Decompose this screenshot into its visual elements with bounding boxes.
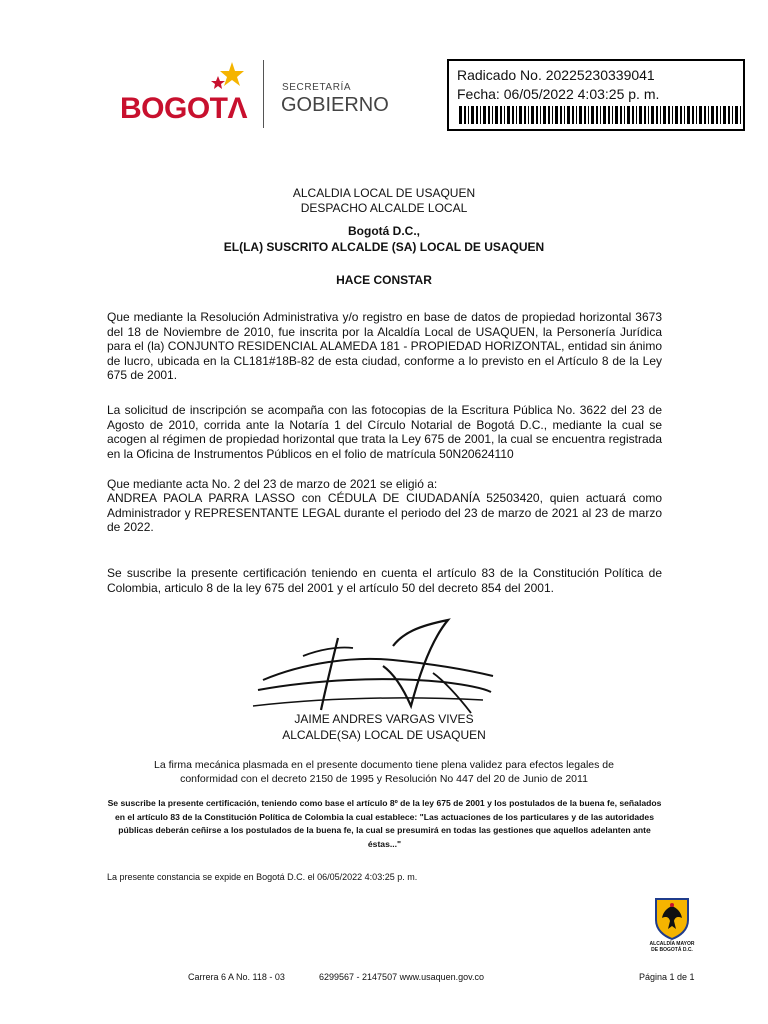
paragraph-solicitud: La solicitud de inscripción se acompaña con las fotocopias de la Escritura Pública No. 3622 del 23 de Agosto de 2010, corrida ante la Notaría 1 del Círculo Notarial de Bogotá D.C., mediante la cual se acogen al régimen de propiedad horizontal que trata la Ley 675 de 2001, la cual se encuentra registrada en la Oficina de Instrumentos Públicos en el folio de matrícula 50N20624110 (107, 403, 662, 461)
barcode-bar (555, 106, 558, 124)
barcode-bar (711, 106, 714, 124)
barcode-bar (608, 106, 610, 124)
barcode-bar (548, 106, 550, 124)
barcode-bar (567, 106, 570, 124)
barcode-bar (663, 106, 666, 124)
bogota-wordmark: BOGOTΛ (120, 92, 248, 125)
barcode-bar (560, 106, 562, 124)
barcode-bar (672, 106, 673, 124)
barcode-bar (648, 106, 649, 124)
barcode-bar (723, 106, 726, 124)
radicado-date: Fecha: 06/05/2022 4:03:25 p. m. (457, 86, 660, 102)
barcode-bar (468, 106, 469, 124)
barcode-bar (675, 106, 678, 124)
expedicion-note: La presente constancia se expide en Bogotá D.C. el 06/05/2022 4:03:25 p. m. (107, 872, 418, 882)
barcode-bar (716, 106, 718, 124)
barcode-bar (552, 106, 553, 124)
barcode-bar (519, 106, 522, 124)
barcode-bar (572, 106, 574, 124)
barcode-bar (684, 106, 685, 124)
handwritten-signature (243, 618, 503, 718)
barcode-bar (656, 106, 658, 124)
barcode-bar (536, 106, 538, 124)
barcode-bar (728, 106, 730, 124)
barcode-bar (584, 106, 586, 124)
despacho-heading: DESPACHO ALCALDE LOCAL (300, 201, 468, 215)
radicado-number: Radicado No. 20225230339041 (457, 67, 655, 83)
barcode-bar (692, 106, 694, 124)
paragraph-constitucion: Se suscribe la presente certificación teniendo en cuenta el artículo 83 de la Constitución Política de Colombia, articulo 8 de la ley 675 del 2001 y el artículo 50 del decreto 854 del 2001. (107, 566, 662, 595)
alcaldia-local-heading: ALCALDIA LOCAL DE USAQUEN (292, 186, 476, 200)
barcode-bar (687, 106, 690, 124)
barcode-bar (668, 106, 670, 124)
paragraph-administrador: ANDREA PAOLA PARRA LASSO con CÉDULA DE CIUDADANÍA 52503420, quien actuará como Administrador y REPRESENTANTE LEGAL durante el periodo del 23 de marzo de 2021 al 23 de marzo de 2022. (107, 491, 662, 535)
hace-constar-heading: HACE CONSTAR (336, 273, 432, 287)
barcode-bar (576, 106, 577, 124)
barcode-bar (699, 106, 702, 124)
barcode-bar (500, 106, 502, 124)
barcode-bar (735, 106, 738, 124)
barcode-bar (483, 106, 486, 124)
barcode (459, 106, 741, 124)
barcode-bar (531, 106, 534, 124)
barcode-bar (471, 106, 474, 124)
barcode-bar (492, 106, 493, 124)
alcaldia-mayor-caption: ALCALDÍA MAYOR DE BOGOTÁ D.C. (649, 941, 695, 953)
barcode-bar (564, 106, 565, 124)
barcode-bar (476, 106, 478, 124)
barcode-bar (615, 106, 618, 124)
firma-note-line1: La firma mecánica plasmada en el presente documento tiene plena validez para efectos legales de (154, 759, 614, 771)
barcode-bar (732, 106, 733, 124)
footer-contact: 6299567 - 2147507 www.usaquen.gov.co (319, 972, 484, 982)
barcode-bar (464, 106, 466, 124)
barcode-bar (627, 106, 630, 124)
barcode-bar (740, 106, 741, 124)
alcaldia-crest-icon (652, 896, 692, 940)
city-heading: Bogotá D.C., (348, 224, 420, 238)
paragraph-resolucion: Que mediante la Resolución Administrativa y/o registro en base de datos de propiedad horizontal 3673 del 18 de Noviembre de 2010, fue inscrita por la Alcaldía Local de USAQUEN, la Personería Jurídica para el (la) CONJUNTO RESIDENCIAL ALAMEDA 181 - PROPIEDAD HORIZONTAL, entidad sin ánimo de lucro, ubicada en la CL181#18B-82 de esta ciudad, conforme a lo previsto en el Artículo 8 de la Ley 675 de 2001. (107, 310, 662, 383)
barcode-bar (680, 106, 682, 124)
barcode-bar (639, 106, 642, 124)
barcode-bar (504, 106, 505, 124)
barcode-bar (588, 106, 589, 124)
barcode-bar (708, 106, 709, 124)
barcode-bar (596, 106, 598, 124)
barcode-bar (660, 106, 661, 124)
barcode-bar (540, 106, 541, 124)
barcode-bar (579, 106, 582, 124)
barcode-bar (603, 106, 606, 124)
barcode-bar (512, 106, 514, 124)
barcode-bar (612, 106, 613, 124)
paragraph-acta-intro: Que mediante acta No. 2 del 23 de marzo de 2021 se eligió a: (107, 477, 438, 491)
barcode-bar (696, 106, 697, 124)
barcode-bar (636, 106, 637, 124)
barcode-bar (632, 106, 634, 124)
barcode-bar (495, 106, 498, 124)
firma-note-line2: conformidad con el decreto 2150 de 1995 y Resolución No 447 del 20 de Junio de 2011 (180, 773, 588, 785)
barcode-bar (528, 106, 529, 124)
barcode-bar (543, 106, 546, 124)
barcode-bar (720, 106, 721, 124)
barcode-bar (507, 106, 510, 124)
barcode-bar (591, 106, 594, 124)
barcode-bar (651, 106, 654, 124)
gobierno-label: GOBIERNO (281, 94, 389, 116)
barcode-bar (620, 106, 622, 124)
signatory-role: ALCALDE(SA) LOCAL DE USAQUEN (282, 728, 486, 742)
suscrito-heading: EL(LA) SUSCRITO ALCALDE (SA) LOCAL DE USAQUEN (223, 240, 545, 254)
barcode-bar (624, 106, 625, 124)
barcode-bar (704, 106, 706, 124)
barcode-bar (524, 106, 526, 124)
buena-fe-note: Se suscribe la presente certificación, teniendo como base el artículo 8º de la ley 675 de 2001 y los postulados de la buena fe, señalados en el artículo 83 de la Constitución Política de Colombia la cual establece: "Las actuaciones de los particulares y de las autoridades públicas deberán ceñirse a los postulados de la buena fe, la cual se presumirá en todas las gestiones que aquellos adelanten ante éstas..." (107, 798, 662, 849)
footer-address: Carrera 6 A No. 118 - 03 (188, 972, 285, 982)
footer-page-number: Página 1 de 1 (639, 972, 695, 982)
barcode-bar (488, 106, 490, 124)
barcode-bar (459, 106, 462, 124)
secretaria-label: SECRETARÍA (282, 82, 352, 93)
barcode-bar (480, 106, 481, 124)
barcode-bar (644, 106, 646, 124)
star-icon (208, 60, 248, 94)
barcode-bar (516, 106, 517, 124)
barcode-bar (600, 106, 601, 124)
logo-divider (263, 60, 264, 128)
signatory-name: JAIME ANDRES VARGAS VIVES (294, 712, 474, 726)
